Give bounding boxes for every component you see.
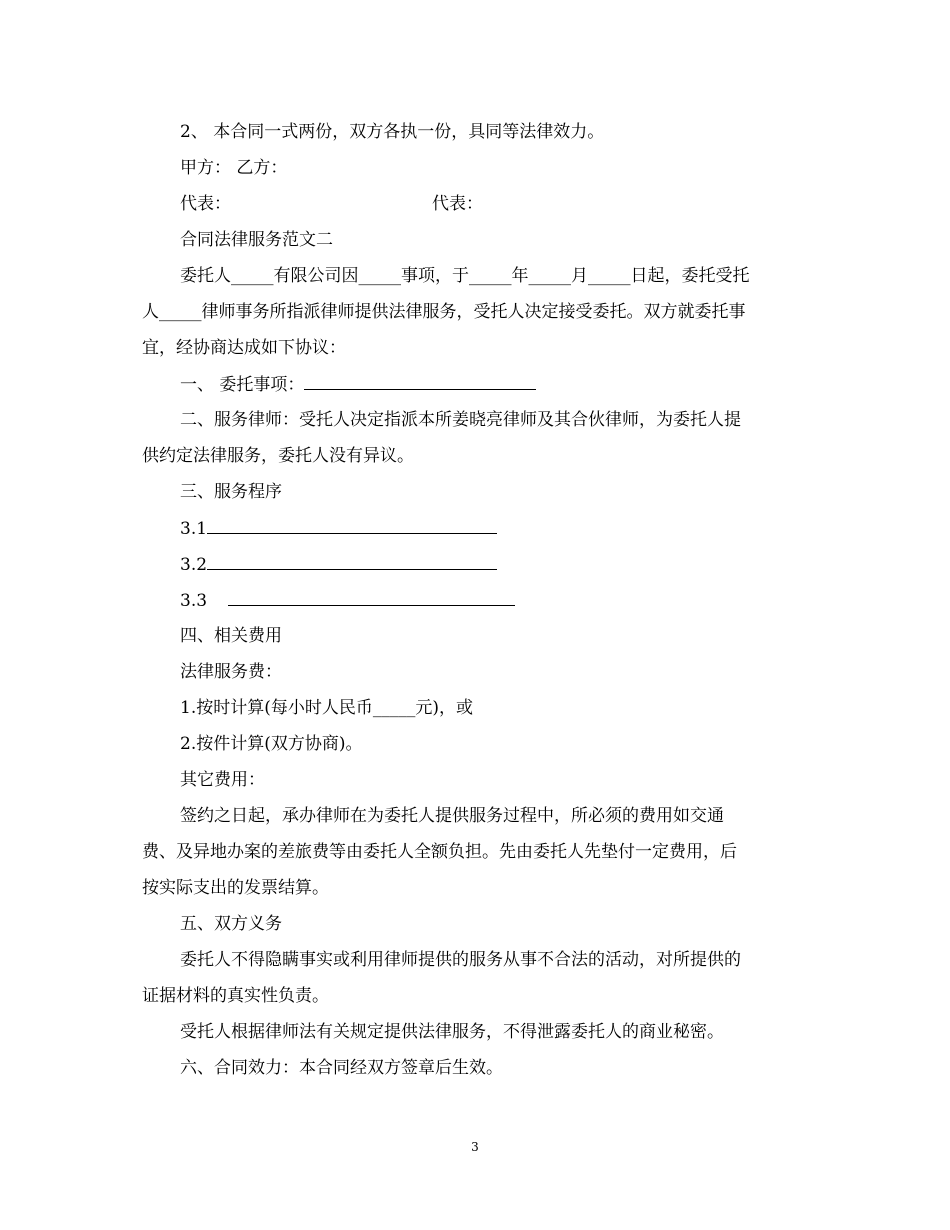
clause-2-lawyer-1: 二、服务律师：受托人决定指派本所姜晓亮律师及其合伙律师，为委托人提 — [180, 410, 741, 430]
representative-a-label: 代表： — [180, 194, 231, 214]
section-title: 合同法律服务范文二 — [180, 230, 333, 250]
other-fees-label: 其它费用： — [180, 770, 265, 790]
clause-1-matters — [180, 374, 536, 395]
obligation-lawyer: 受托人根据律师法有关规定提供法律服务，不得泄露委托人的商业秘密。 — [180, 1022, 724, 1042]
clause-2-copies: 2、 本合同一式两份，双方各执一份，具同等法律效力。 — [180, 122, 605, 142]
obligation-client-1: 委托人不得隐瞒事实或利用律师提供的服务从事不合法的活动，对所提供的 — [180, 950, 741, 970]
legal-service-fee-label: 法律服务费： — [180, 662, 282, 682]
procedure-3-2 — [180, 554, 497, 575]
clause-2-lawyer-2: 供约定法律服务，委托人没有异议。 — [142, 446, 414, 466]
page-number: 3 — [471, 1140, 479, 1154]
other-fees-text-3: 按实际支出的发票结算。 — [142, 878, 329, 898]
obligation-client-2: 证据材料的真实性负责。 — [142, 986, 329, 1006]
clause-1-label: 一、 委托事项： — [180, 375, 305, 395]
fee-option-per-case: 2.按件计算(双方协商)。 — [180, 734, 363, 754]
clause-5-obligations: 五、双方义务 — [180, 914, 282, 934]
fill-blank — [304, 374, 536, 390]
representative-b-label: 代表： — [432, 194, 483, 214]
fee-option-hourly: 1.按时计算(每小时人民币_____元)，或 — [180, 698, 473, 718]
clause-3-procedure: 三、服务程序 — [180, 482, 282, 502]
clause-4-fees: 四、相关费用 — [180, 626, 282, 646]
procedure-3-3-label: 3.3 — [180, 591, 208, 611]
paragraph-intro-1: 委托人_____有限公司因_____事项，于_____年_____月_____日起，委托受托 — [180, 266, 750, 286]
fill-blank — [207, 518, 497, 534]
other-fees-text-2: 费、及异地办案的差旅费等由委托人全额负担。先由委托人先垫付一定费用，后 — [142, 842, 737, 862]
procedure-3-1-label: 3.1 — [180, 519, 208, 539]
procedure-3-2-label: 3.2 — [180, 555, 208, 575]
paragraph-intro-2: 人_____律师事务所指派律师提供法律服务，受托人决定接受委托。双方就委托事 — [142, 302, 746, 322]
procedure-3-3 — [180, 590, 515, 611]
procedure-3-1 — [180, 518, 497, 539]
party-a-b-label: 甲方： 乙方： — [180, 158, 288, 178]
fill-blank — [228, 590, 515, 606]
clause-6-effect: 六、合同效力：本合同经双方签章后生效。 — [180, 1058, 503, 1078]
fill-blank — [207, 554, 497, 570]
other-fees-text-1: 签约之日起，承办律师在为委托人提供服务过程中，所必须的费用如交通 — [180, 806, 724, 826]
paragraph-intro-3: 宜，经协商达成如下协议： — [142, 338, 346, 358]
